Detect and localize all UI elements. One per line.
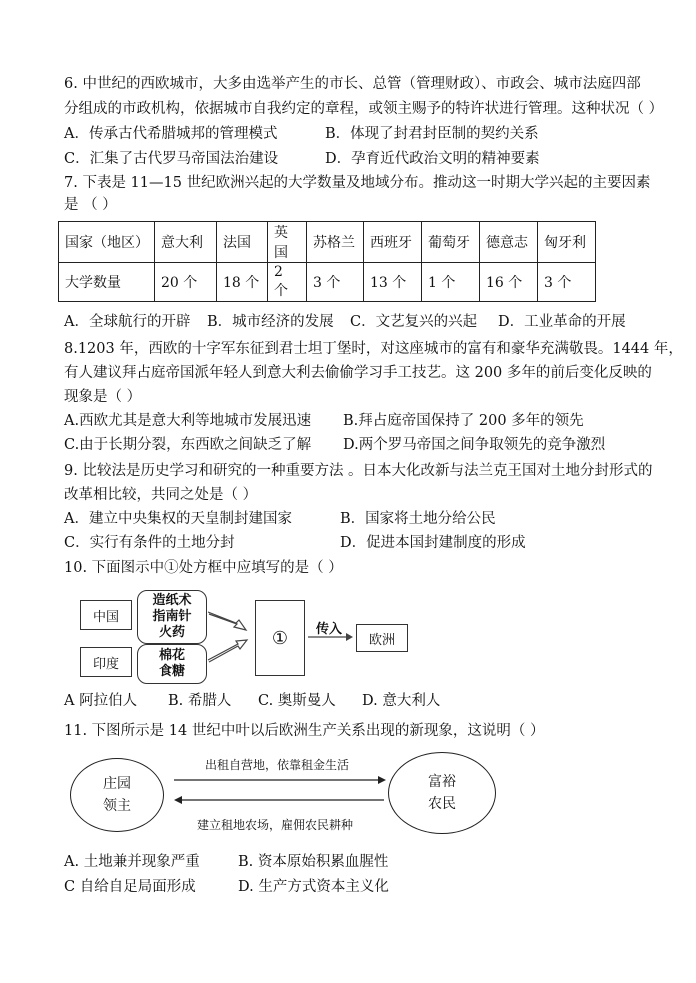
q6-option-c: C．汇集了古代罗马帝国法治建设	[64, 151, 279, 167]
table-cell: 英国	[268, 222, 307, 263]
q11-option-c: C 自给自足局面形成	[64, 879, 196, 895]
q8-option-c: C.由于长期分裂，东西欧之间缺乏了解	[64, 437, 312, 453]
q9-option-c: C．实行有条件的土地分封	[64, 535, 235, 551]
invention-papermaking: 造纸术	[152, 593, 192, 608]
q8-option-a: A.西欧尤其是意大利等地城市发展迅速	[64, 413, 312, 429]
table-cell: 大学数量	[59, 263, 155, 302]
q6-option-a: A．传承古代希腊城邦的管理模式	[64, 126, 278, 142]
goods-cotton: 棉花	[158, 648, 185, 663]
bottom-caption: 建立租地农场，雇佣农民耕种	[197, 818, 354, 832]
q10-option-a: A 阿拉伯人	[64, 693, 138, 709]
q9-option-a: A．建立中央集权的天皇制封建国家	[64, 511, 292, 527]
q9-stem-line2: 改革相比较，共同之处是（ ）	[64, 487, 258, 503]
table-cell: 意大利	[155, 222, 217, 263]
q7-stem-line1: 7. 下表是 11—15 世纪欧洲兴起的大学数量及地域分布。推动这一时期大学兴起的主要因素	[64, 175, 651, 191]
arrow-peasant-to-lord-head	[174, 796, 182, 804]
q10-stem: 10. 下面图示中①处方框中应填写的是（ ）	[64, 560, 343, 576]
q10-option-d: D. 意大利人	[362, 693, 441, 709]
top-caption: 出租自营地，依靠租金生活	[205, 758, 350, 772]
q9-option-d: D．促进本国封建制度的形成	[340, 535, 526, 551]
china-box: 中国	[80, 600, 132, 630]
q7-option-b: B．城市经济的发展	[207, 314, 334, 330]
q9-stem-line1: 9. 比较法是历史学习和研究的一种重要方法 。日本大化改新与法兰克王国对土地分封形式的	[64, 463, 653, 479]
q6-stem-line1: 6. 中世纪的西欧城市，大多由选举产生的市长、总管（管理财政）、市政会、城市法庭四部	[64, 76, 641, 92]
q8-stem-line3: 现象是（ ）	[64, 389, 142, 405]
rich-peasant-label-2: 农民	[428, 796, 456, 812]
table-cell: 西班牙	[364, 222, 422, 263]
goods-sugar: 食糖	[158, 664, 185, 679]
table-cell: 18 个	[217, 263, 268, 302]
table-cell: 13 个	[364, 263, 422, 302]
blank-box-1: ①	[255, 600, 305, 676]
table-cell: 3 个	[307, 263, 364, 302]
q11-option-a: A. 土地兼并现象严重	[64, 854, 200, 870]
arrow-lord-to-peasant-head	[378, 776, 386, 784]
q10-option-b: B. 希腊人	[168, 693, 232, 709]
q10-option-c: C. 奥斯曼人	[258, 693, 336, 709]
table-cell: 20 个	[155, 263, 217, 302]
q8-stem-line1: 8.1203 年，西欧的十字军东征到君士坦丁堡时，对这座城市的富有和豪华充满敬畏。1444 年，	[64, 341, 683, 357]
table-cell: 2 个	[268, 263, 307, 302]
manor-lord-label-2: 领主	[103, 798, 131, 814]
q7-option-c: C．文艺复兴的兴起	[350, 314, 478, 330]
rich-peasant-label-1: 富裕	[428, 774, 456, 790]
q6-stem-line2: 分组成的市政机构，依据城市自我约定的章程，或领主赐予的特许状进行管理。这种状况（ ）	[64, 101, 664, 117]
table-cell: 匈牙利	[538, 222, 596, 263]
q6-option-d: D．孕育近代政治文明的精神要素	[325, 151, 540, 167]
table-cell: 德意志	[480, 222, 538, 263]
invention-compass: 指南针	[152, 609, 192, 624]
q8-option-b: B.拜占庭帝国保持了 200 多年的领先	[343, 413, 584, 429]
table-cell: 苏格兰	[307, 222, 364, 263]
table-cell: 葡萄牙	[422, 222, 480, 263]
q11-option-d: D. 生产方式资本主义化	[238, 879, 389, 895]
q11-stem: 11. 下图所示是 14 世纪中叶以后欧洲生产关系出现的新现象，这说明（ ）	[64, 723, 545, 739]
q8-option-d: D.两个罗马帝国之间争取领先的竞争激烈	[343, 437, 606, 453]
q9-option-b: B．国家将土地分给公民	[340, 511, 496, 527]
manor-lord-label-1: 庄园	[103, 776, 131, 792]
table-cell: 国家（地区）	[59, 222, 155, 263]
arrow-label-transmitted: 传入	[316, 622, 343, 637]
q6-option-b: B．体现了封君封臣制的契约关系	[325, 126, 539, 142]
table-cell: 16 个	[480, 263, 538, 302]
europe-box: 欧洲	[356, 624, 408, 652]
invention-gunpowder: 火药	[158, 625, 185, 640]
table-cell: 3 个	[538, 263, 596, 302]
india-box: 印度	[80, 647, 132, 677]
table-cell: 1 个	[422, 263, 480, 302]
q7-stem-line2: 是 （ ）	[64, 197, 117, 213]
table-cell: 法国	[217, 222, 268, 263]
q7-option-d: D．工业革命的开展	[498, 314, 626, 330]
q11-option-b: B. 资本原始积累血腥性	[238, 854, 389, 870]
q8-stem-line2: 有人建议拜占庭帝国派年轻人到意大利去偷偷学习手工技艺。这 200 多年的前后变化反映的	[64, 365, 652, 381]
q7-option-a: A．全球航行的开辟	[64, 314, 191, 330]
